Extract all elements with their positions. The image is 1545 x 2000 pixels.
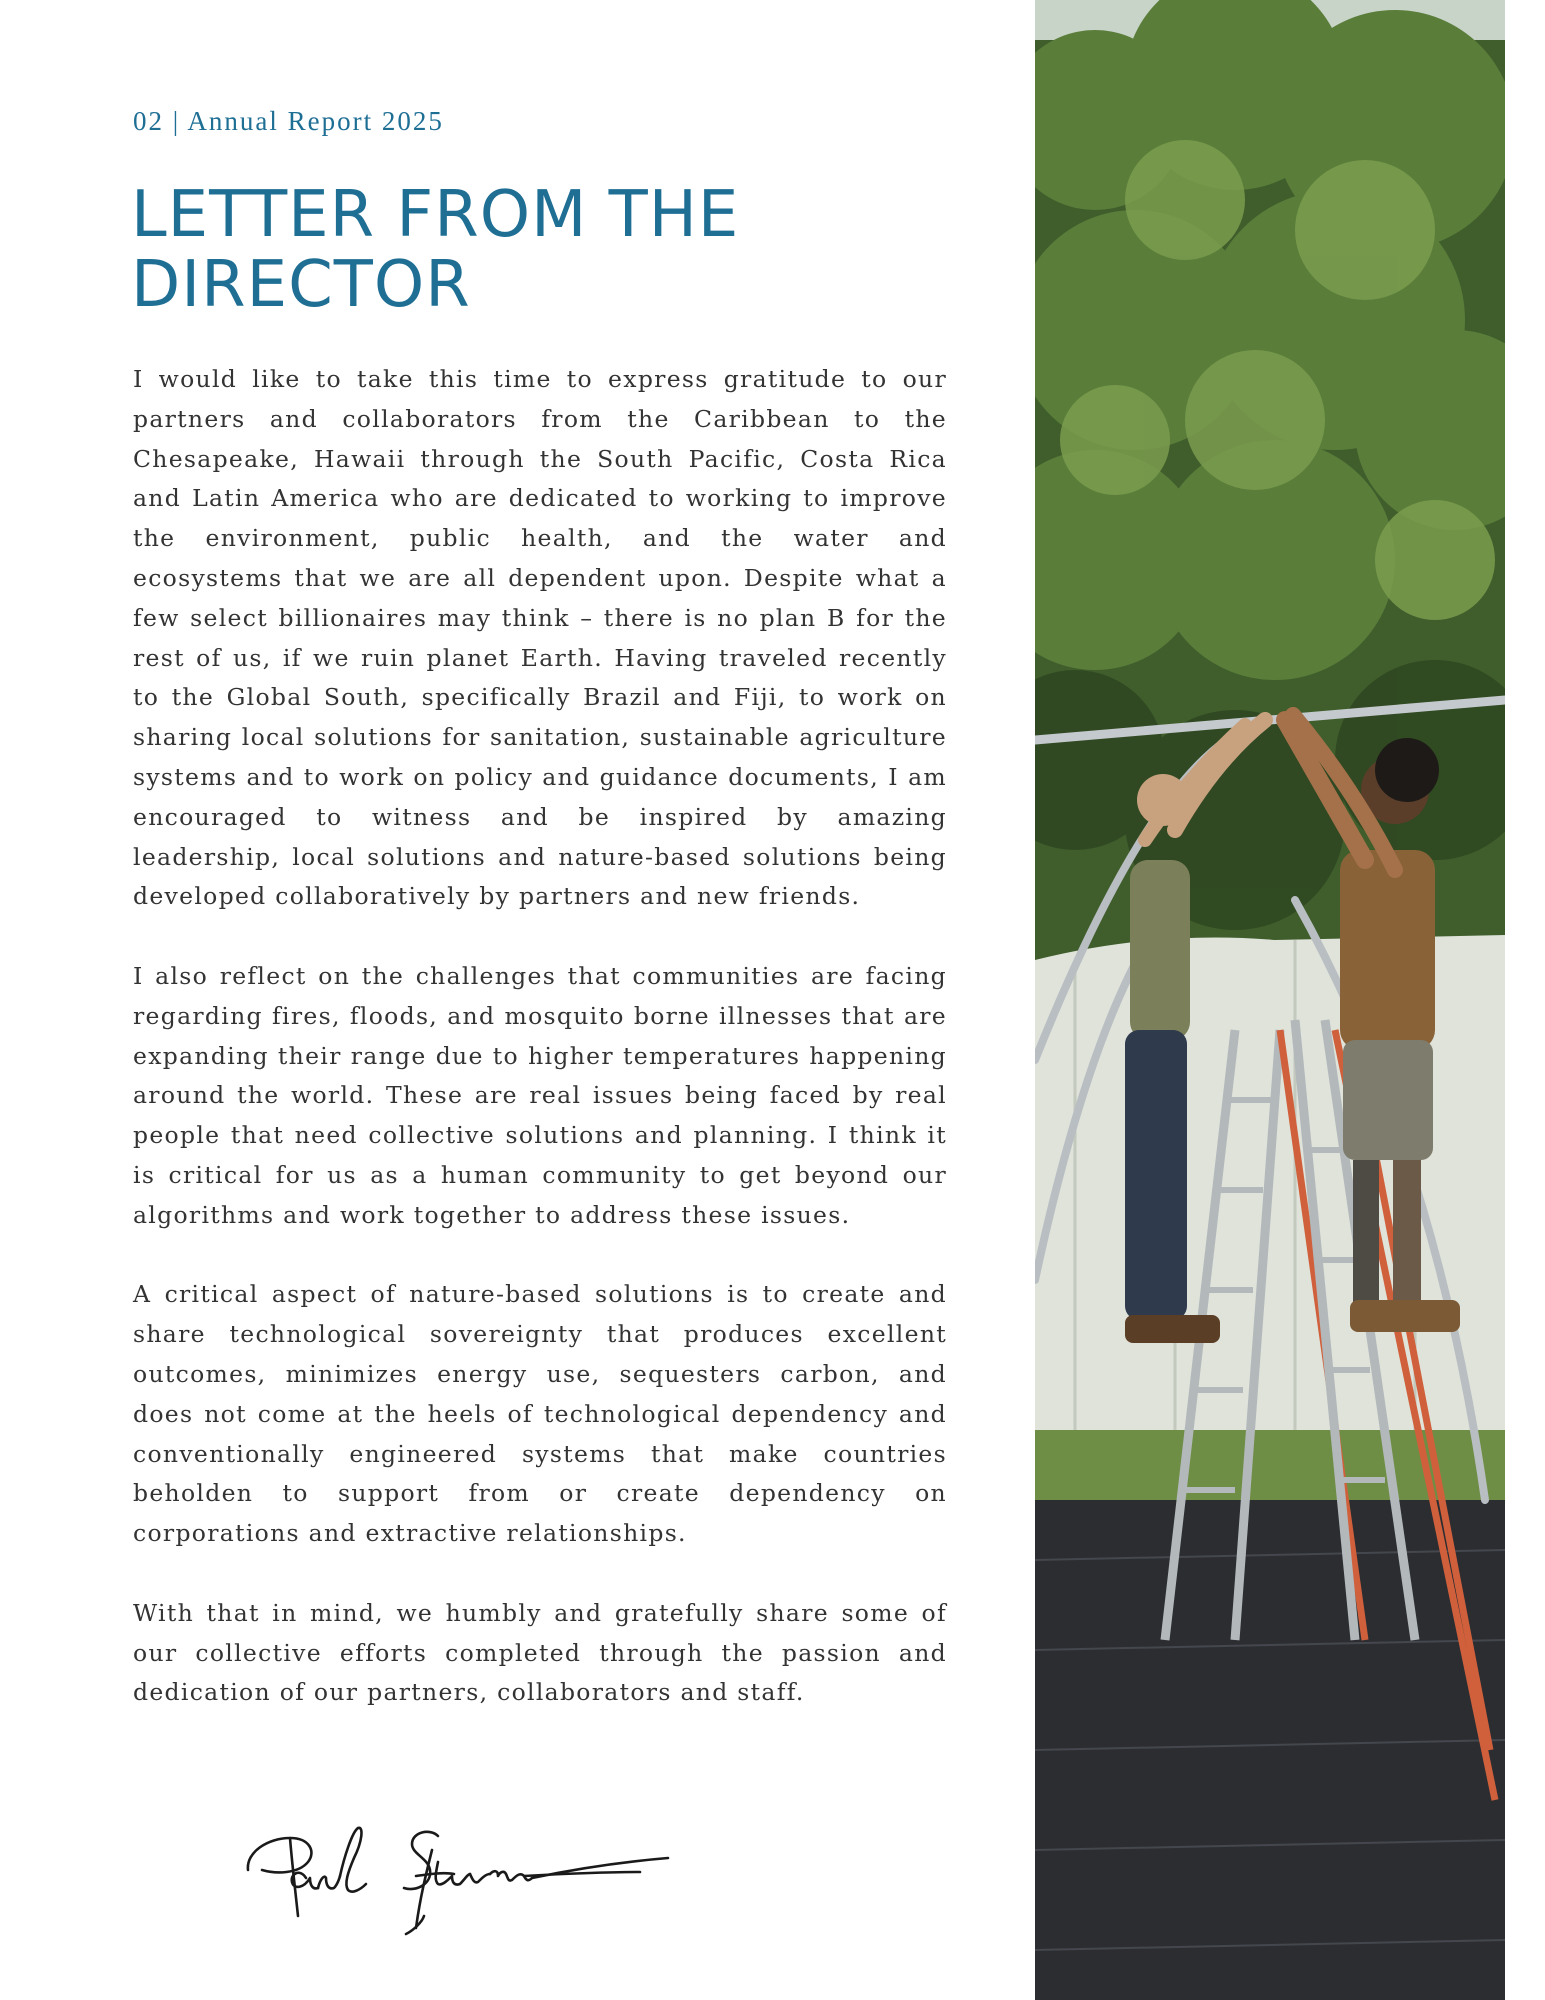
page-title: LETTER FROM THE DIRECTOR (131, 178, 740, 322)
report-page-label: 02 | Annual Report 2025 (133, 106, 444, 136)
letter-body (133, 360, 947, 1753)
letter-paragraph-3: A critical aspect of nature-based solutions is to create and share technological sovereignty that produces excellent outcomes, minimizes energy use, sequesters carbon, and does not come at the heels of technological dependency and conventionally engineered systems that make countries beholden to support from or create dependency on corporations and extractive relationships. (133, 1280, 947, 1548)
greenhouse-construction-photo (1035, 0, 1505, 2000)
director-signature (240, 1818, 670, 1938)
letter-paragraph-1: I would like to take this time to express gratitude to our partners and collaborators from the Caribbean to the Chesapeake, Hawaii through the South Pacific, Costa Rica and Latin America who are dedicated to working to improve the environment, public health, and the water and ecosystems that we are all dependent upon. Despite what a few select billionaires may think – there is no plan B for the rest of us, if we ruin planet Earth. Having traveled recently to the Global South, specifically Brazil and Fiji, to work on sharing local solutions for sanitation, sustainable agriculture systems and to work on policy and guidance documents, I am encouraged to witness and be inspired by amazing leadership, local solutions and nature-based solutions being developed collaboratively by partners and new friends. (133, 365, 947, 911)
letter-paragraph-2: I also reflect on the challenges that communities are facing regarding fires, floods, and mosquito borne illnesses that are expanding their range due to higher temperatures happening around the world. These are real issues being faced by real people that need collective solutions and planning. I think it is critical for us as a human community to get beyond our algorithms and work together to address these issues. (133, 961, 947, 1229)
letter-paragraph-4: With that in mind, we humbly and gratefully share some of our collective efforts completed through the passion and dedication of our partners, collaborators and staff. (133, 1598, 947, 1707)
